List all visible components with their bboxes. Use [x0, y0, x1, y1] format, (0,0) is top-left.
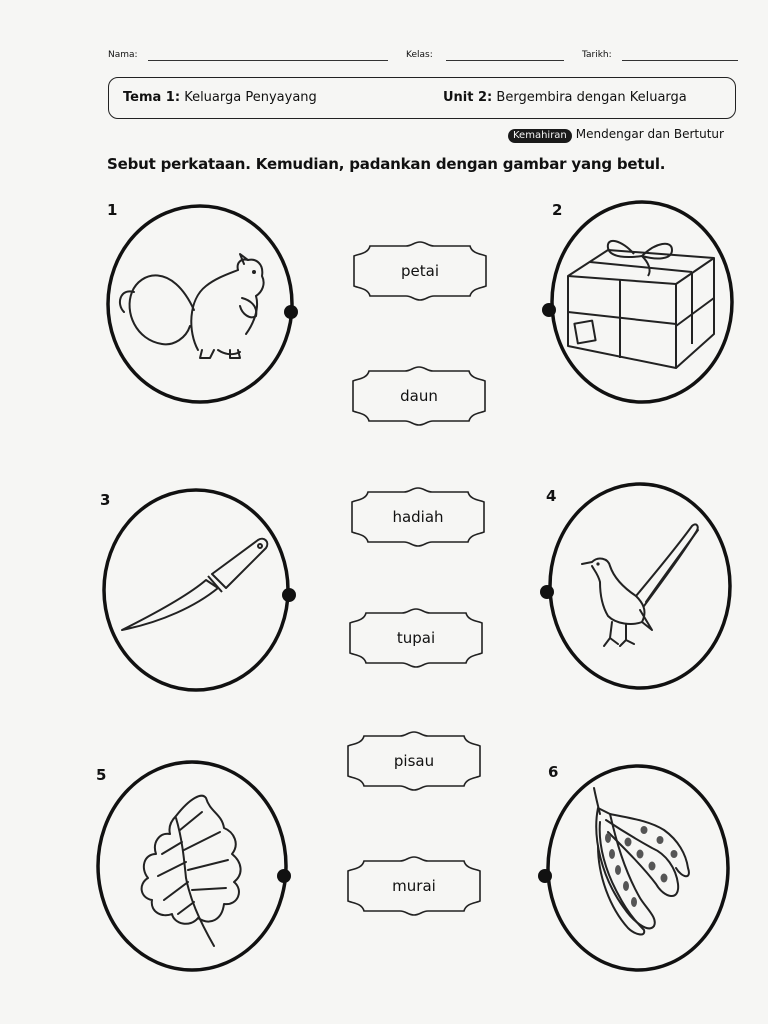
word-text: hadiah — [392, 508, 444, 526]
petai-beans-icon — [536, 758, 736, 972]
tema-text — [123, 90, 317, 105]
picture-number-5: 5 — [96, 766, 107, 784]
picture-circle-4[interactable] — [536, 478, 736, 692]
kelas-line[interactable] — [446, 60, 564, 61]
gift-box-icon — [538, 196, 738, 406]
unit-label: Unit 2: — [443, 90, 493, 105]
picture-number-1: 1 — [107, 201, 118, 219]
picture-circle-2[interactable] — [538, 196, 738, 406]
squirrel-icon — [102, 200, 302, 410]
picture-circle-3[interactable] — [96, 484, 300, 694]
word-text: pisau — [393, 752, 435, 770]
tarikh-label: Tarikh: — [582, 50, 612, 60]
nama-line[interactable] — [148, 60, 388, 61]
picture-number-6: 6 — [548, 763, 559, 781]
instruction: Sebut perkataan. Kemudian, padankan dengan gambar yang betul. — [107, 155, 666, 173]
word-text: tupai — [396, 629, 436, 647]
picture-circle-6[interactable] — [536, 758, 736, 972]
word-text: murai — [392, 877, 436, 895]
unit-text — [443, 90, 687, 105]
word-label-murai[interactable] — [344, 855, 484, 917]
skill-text: Mendengar dan Bertutur — [575, 127, 724, 141]
word-label-hadiah[interactable] — [348, 486, 488, 548]
knife-icon — [96, 484, 300, 694]
kelas-label: Kelas: — [406, 50, 433, 60]
skill-tag: Kemahiran — [508, 129, 572, 143]
tema-value: Keluarga Penyayang — [184, 90, 317, 105]
tarikh-line[interactable] — [622, 60, 738, 61]
word-label-petai[interactable] — [350, 240, 490, 302]
magpie-bird-icon — [536, 478, 736, 692]
leaf-icon — [94, 758, 298, 974]
picture-circle-5[interactable] — [94, 758, 298, 974]
skill-line — [508, 127, 724, 143]
picture-circle-1[interactable] — [102, 200, 302, 410]
unit-value: Bergembira dengan Keluarga — [496, 90, 687, 105]
picture-number-3: 3 — [100, 491, 111, 509]
word-text: petai — [401, 262, 439, 280]
word-text: daun — [400, 387, 438, 405]
picture-number-4: 4 — [546, 487, 557, 505]
word-label-daun[interactable] — [349, 365, 489, 427]
theme-box — [108, 77, 736, 119]
header-row — [108, 50, 738, 66]
tema-label: Tema 1: — [123, 90, 181, 105]
picture-number-2: 2 — [552, 201, 563, 219]
nama-label: Nama: — [108, 50, 138, 60]
word-label-pisau[interactable] — [344, 730, 484, 792]
word-label-tupai[interactable] — [346, 607, 486, 669]
